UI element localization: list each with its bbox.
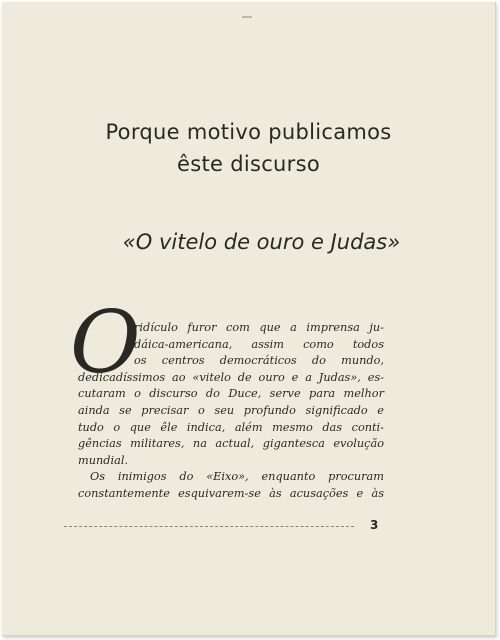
text-line: dáica-americana, assim como todos	[134, 337, 384, 351]
title-line-2: êste discurso	[177, 152, 320, 176]
title-line-1: Porque motivo publicamos	[105, 120, 392, 144]
text-line: dedicadíssimos ao «vitelo de ouro e a Judas», es-	[78, 370, 384, 384]
page-title	[2, 116, 495, 180]
drop-cap: O	[70, 293, 141, 393]
paper-mark	[242, 16, 252, 18]
text-line: mundial.	[78, 453, 129, 467]
page-subtitle: «O vitelo de ouro e Judas»	[122, 230, 401, 254]
footer-divider	[64, 526, 354, 527]
text-line: Os inimigos do «Eixo», enquanto procuram	[90, 470, 384, 484]
text-line: ainda se precisar o seu profundo significado e	[78, 403, 384, 417]
text-line: cutaram o discurso do Duce, serve para melhor	[78, 387, 384, 401]
page-sheet	[2, 2, 496, 636]
text-line: tudo o que êle indica, além mesmo das conti-	[78, 420, 384, 434]
text-line: gências militares, na actual, gigantesca evolução	[78, 437, 384, 451]
body-paragraph	[78, 320, 384, 503]
text-line: ridículo furor com que a imprensa ju-	[134, 321, 384, 334]
text-line: os centros democráticos do mundo,	[134, 354, 384, 368]
page-number: 3	[370, 518, 379, 532]
text-line: constantemente esquivarem-se às acusações e às	[78, 486, 384, 500]
